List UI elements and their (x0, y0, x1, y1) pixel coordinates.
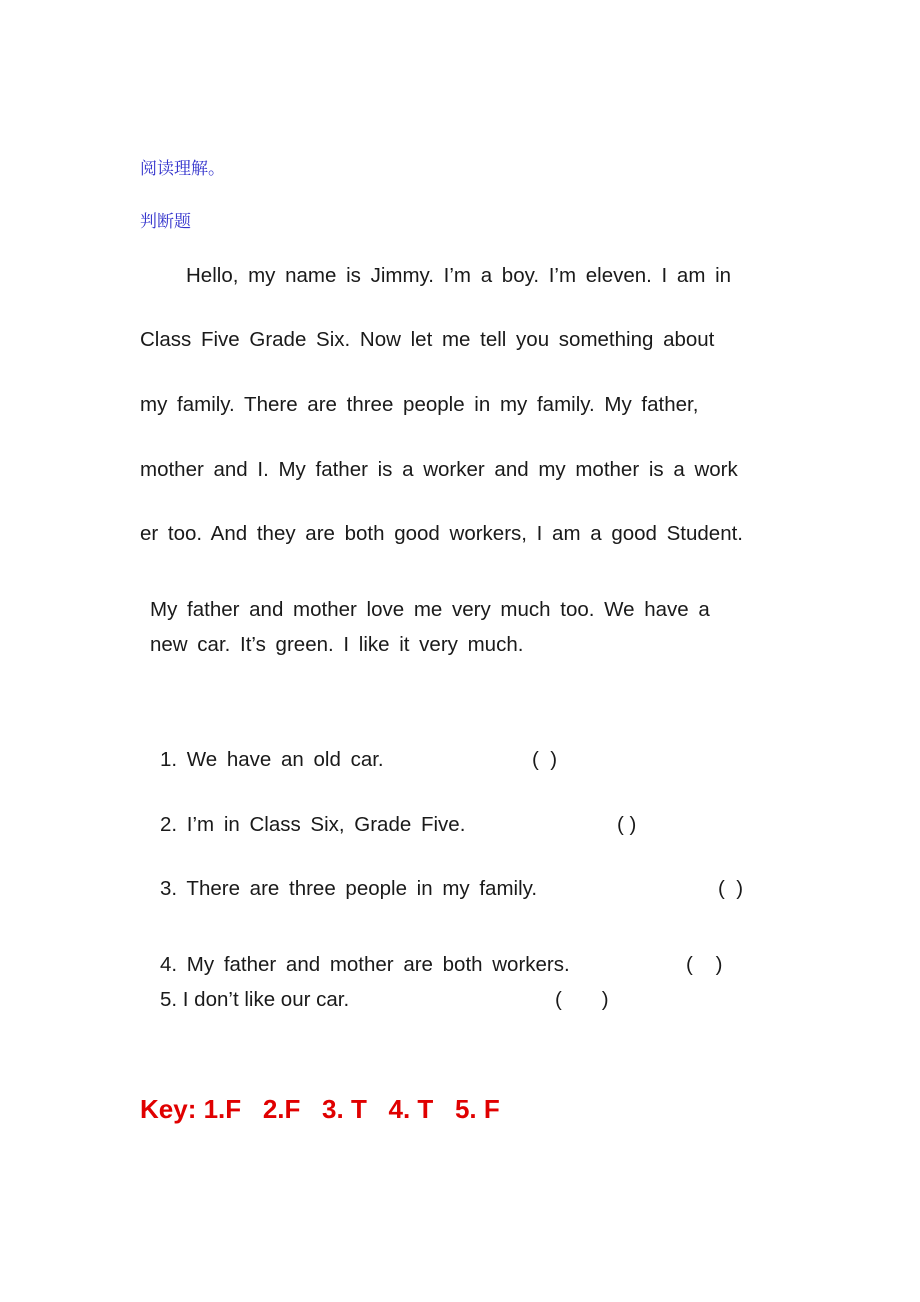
question-item: 3. There are three people in my family. (160, 877, 538, 900)
passage-line: er too. And they are both good workers, I am a good Student. (140, 522, 743, 545)
question-item: 5. I don’t like our car. (160, 988, 350, 1011)
passage-line: new car. It’s green. I like it very much. (150, 633, 524, 656)
passage-line: my family. There are three people in my family. My father, (140, 393, 699, 416)
passage-line: Hello, my name is Jimmy. I’m a boy. I’m eleven. I am in (186, 264, 732, 287)
answer-blank[interactable]: ( ) (686, 953, 723, 976)
heading-subtitle: 判断题 (140, 212, 191, 232)
passage-line: mother and I. My father is a worker and my mother is a work (140, 458, 738, 481)
answer-blank[interactable]: ( ) (617, 813, 637, 836)
answer-key: Key: 1.F 2.F 3. T 4. T 5. F (140, 1094, 500, 1124)
answer-blank[interactable]: ( ) (555, 988, 609, 1011)
question-item: 4. My father and mother are both workers. (160, 953, 570, 976)
heading-title: 阅读理解。 (140, 159, 225, 179)
question-item: 1. We have an old car. (160, 748, 384, 771)
answer-blank[interactable]: ( ) (718, 877, 744, 900)
passage-line: My father and mother love me very much too. We have a (150, 598, 710, 621)
passage-line: Class Five Grade Six. Now let me tell you something about (140, 328, 715, 351)
answer-blank[interactable]: ( ) (532, 748, 558, 771)
question-item: 2. I’m in Class Six, Grade Five. (160, 813, 466, 836)
